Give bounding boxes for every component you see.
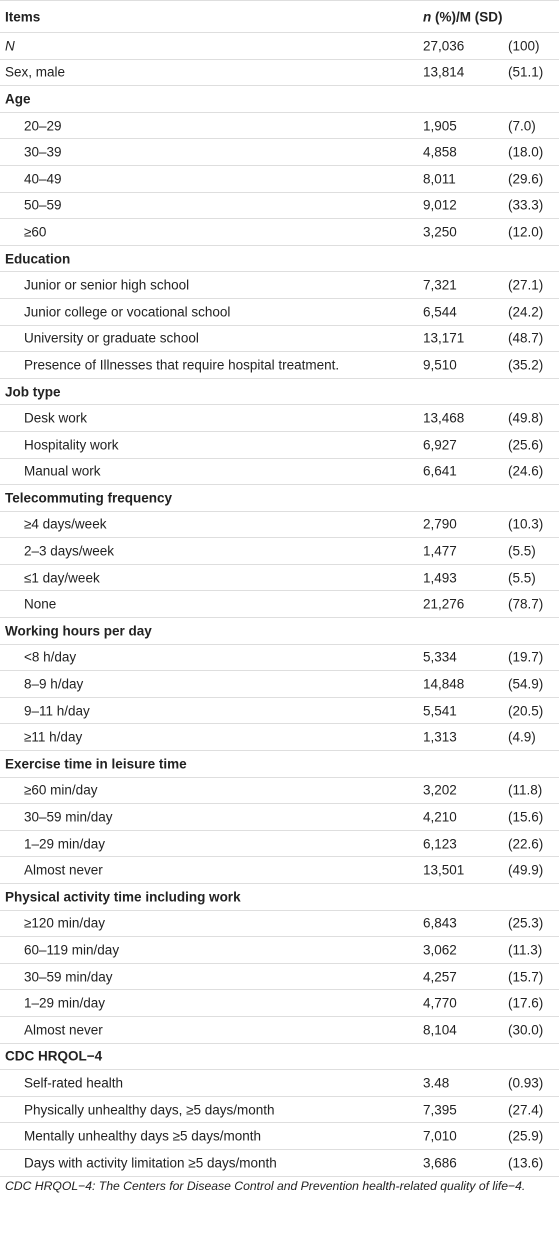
row-label: ≥4 days/week — [24, 516, 107, 532]
header-stat-rest: (%)/M (SD) — [431, 9, 503, 24]
count-cell: 3,202 — [423, 782, 457, 798]
section-label: Job type — [5, 384, 61, 400]
table-row — [0, 459, 559, 486]
table-row — [0, 166, 559, 193]
count-cell: 3,686 — [423, 1155, 457, 1171]
count-cell: 13,814 — [423, 64, 465, 80]
percent-cell: (22.6) — [508, 836, 544, 852]
table-row — [0, 857, 559, 884]
row-label: ≥60 min/day — [24, 782, 98, 798]
row-label: Desk work — [24, 410, 88, 426]
table-row — [0, 272, 559, 299]
percent-cell: (35.2) — [508, 357, 544, 373]
table-row — [0, 33, 559, 60]
table-row — [0, 1123, 559, 1150]
table-row — [0, 1097, 559, 1124]
percent-cell: (27.4) — [508, 1102, 544, 1118]
percent-cell: (30.0) — [508, 1022, 544, 1038]
percent-cell: (0.93) — [508, 1075, 544, 1091]
row-label: Days with activity limitation ≥5 days/month — [24, 1155, 277, 1171]
table-row — [0, 831, 559, 858]
row-label: 40–49 — [24, 171, 62, 187]
row-label: 60–119 min/day — [24, 942, 120, 958]
percent-cell: (78.7) — [508, 596, 544, 612]
count-cell: 1,313 — [423, 729, 457, 745]
count-cell: 7,395 — [423, 1102, 457, 1118]
section-header-row — [0, 618, 559, 645]
percent-cell: (5.5) — [508, 543, 536, 559]
count-cell: 13,171 — [423, 330, 465, 346]
section-label: Age — [5, 91, 31, 107]
table-row — [0, 405, 559, 432]
table-row — [0, 724, 559, 751]
row-label: <8 h/day — [24, 649, 77, 665]
row-label: 2–3 days/week — [24, 543, 115, 559]
percent-cell: (24.6) — [508, 463, 544, 479]
header-statistic — [423, 9, 503, 24]
percent-cell: (13.6) — [508, 1155, 544, 1171]
count-cell: 8,011 — [423, 171, 456, 187]
count-cell: 1,477 — [423, 543, 457, 559]
table-header-row — [0, 0, 559, 33]
percent-cell: (20.5) — [508, 703, 544, 719]
row-label: 8–9 h/day — [24, 676, 84, 692]
table-row — [0, 113, 559, 140]
table-row — [0, 804, 559, 831]
table-row — [0, 193, 559, 220]
percent-cell: (51.1) — [508, 64, 544, 80]
count-cell: 6,641 — [423, 463, 457, 479]
table-row — [0, 937, 559, 964]
percent-cell: (49.8) — [508, 410, 544, 426]
table-row — [0, 1070, 559, 1097]
percent-cell: (10.3) — [508, 516, 544, 532]
row-label: ≥120 min/day — [24, 915, 105, 931]
row-label: 1–29 min/day — [24, 836, 106, 852]
section-label: Working hours per day — [5, 623, 152, 639]
count-cell: 14,848 — [423, 676, 465, 692]
count-cell: 9,510 — [423, 357, 457, 373]
percent-cell: (25.3) — [508, 915, 544, 931]
row-label: Physically unhealthy days, ≥5 days/month — [24, 1102, 275, 1118]
row-label: ≤1 day/week — [24, 570, 100, 586]
table-row — [0, 219, 559, 246]
section-header-row — [0, 751, 559, 778]
percent-cell: (7.0) — [508, 118, 536, 134]
percent-cell: (18.0) — [508, 144, 544, 160]
header-items: Items — [5, 9, 41, 24]
table-row — [0, 538, 559, 565]
table-body — [0, 33, 559, 1177]
count-cell: 3,062 — [423, 942, 457, 958]
table-row — [0, 139, 559, 166]
row-label: N — [5, 38, 15, 54]
row-label: Almost never — [24, 1022, 103, 1038]
row-label: University or graduate school — [24, 330, 199, 346]
percent-cell: (48.7) — [508, 330, 544, 346]
table-row — [0, 60, 559, 87]
row-label: 1–29 min/day — [24, 995, 106, 1011]
section-header-row — [0, 485, 559, 512]
section-label: Physical activity time including work — [5, 889, 241, 905]
count-cell: 4,858 — [423, 144, 457, 160]
row-label: 9–11 h/day — [24, 703, 90, 719]
row-label: Presence of Illnesses that require hospital treatment. — [24, 357, 340, 373]
table-row — [0, 698, 559, 725]
table-row — [0, 326, 559, 353]
percent-cell: (17.6) — [508, 995, 544, 1011]
percent-cell: (25.6) — [508, 437, 544, 453]
row-label: 50–59 — [24, 197, 62, 213]
percent-cell: (12.0) — [508, 224, 544, 240]
count-cell: 6,123 — [423, 836, 457, 852]
table-row — [0, 1017, 559, 1044]
row-label: Almost never — [24, 862, 103, 878]
count-cell: 6,927 — [423, 437, 457, 453]
row-label: Junior college or vocational school — [24, 304, 231, 320]
percent-cell: (11.3) — [508, 942, 543, 958]
percent-cell: (15.6) — [508, 809, 544, 825]
section-label: Exercise time in leisure time — [5, 756, 187, 772]
section-label: Telecommuting frequency — [5, 490, 173, 506]
row-label: None — [24, 596, 57, 612]
row-label: Sex, male — [5, 64, 66, 80]
table-footnote: CDC HRQOL−4: The Centers for Disease Control and Prevention health-related quality of life−4. — [5, 1179, 526, 1193]
count-cell: 1,493 — [423, 570, 457, 586]
section-label: CDC HRQOL−4 — [5, 1048, 103, 1064]
table-row — [0, 432, 559, 459]
row-label: 20–29 — [24, 118, 62, 134]
count-cell: 7,010 — [423, 1128, 457, 1144]
count-cell: 3,250 — [423, 224, 457, 240]
percent-cell: (24.2) — [508, 304, 544, 320]
table-row — [0, 591, 559, 618]
section-label: Education — [5, 251, 71, 267]
section-header-row — [0, 86, 559, 113]
count-cell: 5,541 — [423, 703, 457, 719]
count-cell: 7,321 — [423, 277, 457, 293]
table-row — [0, 778, 559, 805]
table-row — [0, 645, 559, 672]
percent-cell: (29.6) — [508, 171, 544, 187]
row-label: Manual work — [24, 463, 101, 479]
row-label: 30–59 min/day — [24, 969, 113, 985]
count-cell: 4,210 — [423, 809, 457, 825]
count-cell: 13,468 — [423, 410, 465, 426]
percent-cell: (100) — [508, 38, 540, 54]
count-cell: 21,276 — [423, 596, 465, 612]
header-n-symbol: n — [423, 9, 432, 24]
count-cell: 13,501 — [423, 862, 465, 878]
count-cell: 6,544 — [423, 304, 457, 320]
percent-cell: (19.7) — [508, 649, 544, 665]
count-cell: 1,905 — [423, 118, 457, 134]
table-row — [0, 565, 559, 592]
row-label: ≥60 — [24, 224, 47, 240]
row-label: 30–39 — [24, 144, 62, 160]
percent-cell: (25.9) — [508, 1128, 544, 1144]
count-cell: 3.48 — [423, 1075, 450, 1091]
table-row — [0, 352, 559, 379]
count-cell: 5,334 — [423, 649, 457, 665]
table-row — [0, 299, 559, 326]
count-cell: 6,843 — [423, 915, 457, 931]
count-cell: 4,770 — [423, 995, 457, 1011]
percent-cell: (11.8) — [508, 782, 543, 798]
section-header-row — [0, 246, 559, 273]
count-cell: 4,257 — [423, 969, 457, 985]
count-cell: 27,036 — [423, 38, 465, 54]
table-row — [0, 1150, 559, 1177]
table-row — [0, 671, 559, 698]
count-cell: 8,104 — [423, 1022, 457, 1038]
table-row — [0, 911, 559, 938]
count-cell: 2,790 — [423, 516, 457, 532]
table-row — [0, 964, 559, 991]
percent-cell: (49.9) — [508, 862, 544, 878]
row-label: Mentally unhealthy days ≥5 days/month — [24, 1128, 262, 1144]
count-cell: 9,012 — [423, 197, 457, 213]
row-label: Self-rated health — [24, 1075, 124, 1091]
row-label: 30–59 min/day — [24, 809, 113, 825]
section-header-row — [0, 379, 559, 406]
row-label: ≥11 h/day — [24, 729, 83, 745]
percent-cell: (54.9) — [508, 676, 544, 692]
table-row — [0, 512, 559, 539]
percent-cell: (33.3) — [508, 197, 544, 213]
percent-cell: (15.7) — [508, 969, 544, 985]
percent-cell: (27.1) — [508, 277, 544, 293]
table-row — [0, 990, 559, 1017]
percent-cell: (5.5) — [508, 570, 536, 586]
section-header-row — [0, 884, 559, 911]
percent-cell: (4.9) — [508, 729, 536, 745]
row-label: Hospitality work — [24, 437, 119, 453]
row-label: Junior or senior high school — [24, 277, 190, 293]
section-header-row — [0, 1044, 559, 1071]
